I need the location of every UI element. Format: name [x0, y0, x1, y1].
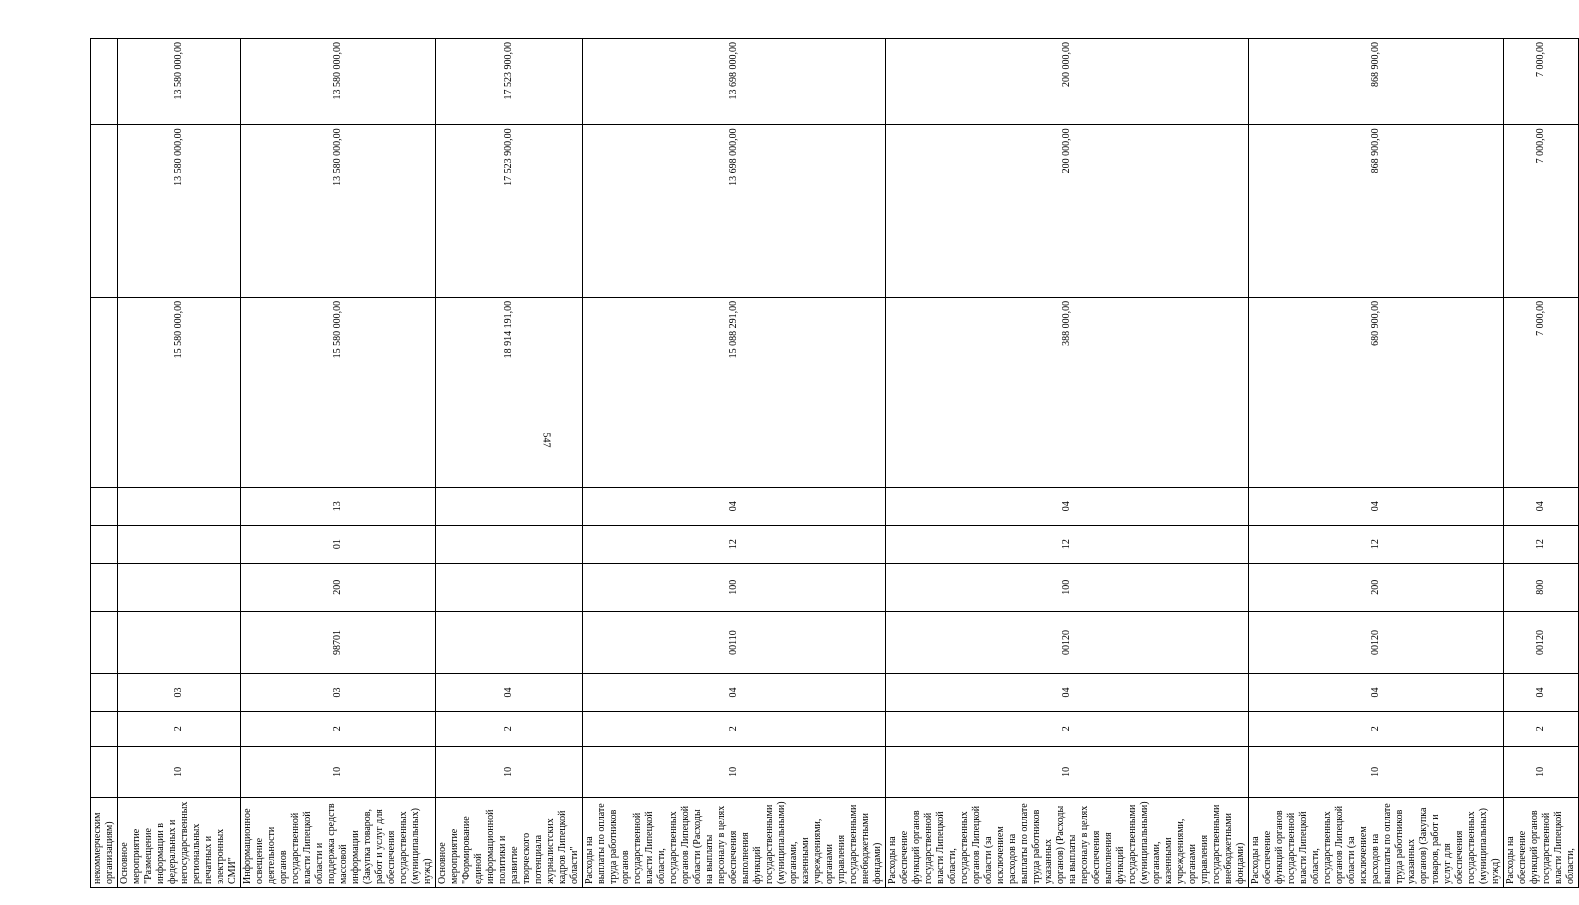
code-6-cell	[436, 525, 583, 563]
code-7-cell: 04	[583, 487, 886, 525]
amount-2-cell	[91, 125, 118, 298]
code-1-cell: 10	[118, 746, 241, 798]
table-row	[118, 39, 241, 888]
code-3-cell: 04	[436, 674, 583, 712]
amount-2-cell: 13 698 000,00	[583, 125, 886, 298]
code-5-cell: 100	[583, 563, 886, 611]
code-1-cell: 10	[436, 746, 583, 798]
code-4-cell: 00120	[886, 611, 1249, 673]
amount-1-cell: 680 900,00	[1249, 297, 1504, 487]
table-row	[583, 39, 886, 888]
code-6-cell	[118, 525, 241, 563]
code-4-cell: 00110	[583, 611, 886, 673]
amount-3-cell: 13 580 000,00	[118, 39, 241, 125]
code-2-cell	[91, 712, 118, 747]
code-5-cell: 200	[241, 563, 436, 611]
code-4-cell	[91, 611, 118, 673]
budget-table	[90, 38, 1579, 888]
code-5-cell: 800	[1504, 563, 1579, 611]
amount-1-cell: 15 580 000,00	[241, 297, 436, 487]
code-1-cell: 10	[886, 746, 1249, 798]
code-6-cell: 12	[1249, 525, 1504, 563]
code-2-cell: 2	[886, 712, 1249, 747]
amount-2-cell: 7 000,00	[1504, 125, 1579, 298]
row-name-cell: Расходы на выплаты по оплате труда работников органов государственной власти Липецкой области, государственных органов Липецкой области (Расходы на выплаты персоналу в целях обеспечения выполнения функций государственными (муниципальными) органами, казенными учреждениями, органами управления государственными внебюджетными фондами)	[583, 798, 886, 888]
table-row	[886, 39, 1249, 888]
code-1-cell: 10	[241, 746, 436, 798]
code-4-cell	[118, 611, 241, 673]
amount-1-cell: 388 000,00	[886, 297, 1249, 487]
code-3-cell: 04	[1249, 674, 1504, 712]
amount-2-cell: 200 000,00	[886, 125, 1249, 298]
amount-1-cell: 15 580 000,00	[118, 297, 241, 487]
code-1-cell: 10	[1504, 746, 1579, 798]
code-2-cell: 2	[241, 712, 436, 747]
code-7-cell	[118, 487, 241, 525]
code-3-cell: 03	[118, 674, 241, 712]
table-row	[1249, 39, 1504, 888]
code-5-cell: 100	[886, 563, 1249, 611]
amount-1-cell: 18 914 191,00	[436, 297, 583, 487]
code-7-cell: 04	[886, 487, 1249, 525]
code-4-cell: 98701	[241, 611, 436, 673]
code-5-cell	[118, 563, 241, 611]
code-6-cell: 12	[1504, 525, 1579, 563]
code-2-cell: 2	[1249, 712, 1504, 747]
code-3-cell: 04	[886, 674, 1249, 712]
row-name-cell: Информационное освещение деятельности органов государственной власти Липецкой области и поддержка средств массовой информации (Закупка товаров, работ и услуг для обеспечения государственных (муниципальных) нужд)	[241, 798, 436, 888]
code-2-cell: 2	[118, 712, 241, 747]
code-3-cell: 04	[583, 674, 886, 712]
amount-3-cell	[91, 39, 118, 125]
code-4-cell: 00120	[1504, 611, 1579, 673]
code-6-cell	[91, 525, 118, 563]
amount-2-cell: 17 523 900,00	[436, 125, 583, 298]
code-5-cell	[91, 563, 118, 611]
code-6-cell: 12	[886, 525, 1249, 563]
amount-3-cell: 200 000,00	[886, 39, 1249, 125]
page-number: 547	[540, 432, 552, 448]
table-row	[241, 39, 436, 888]
code-7-cell: 04	[1249, 487, 1504, 525]
code-4-cell: 00120	[1249, 611, 1504, 673]
table-row	[436, 39, 583, 888]
amount-3-cell: 7 000,00	[1504, 39, 1579, 125]
amount-3-cell: 17 523 900,00	[436, 39, 583, 125]
amount-2-cell: 13 580 000,00	[241, 125, 436, 298]
row-name-cell: Основное мероприятие "Размещение информации в федеральных и негосударственных региональных печатных и электронных СМИ"	[118, 798, 241, 888]
code-7-cell: 04	[1504, 487, 1579, 525]
code-1-cell	[91, 746, 118, 798]
row-name-cell: некоммерческим организациям)	[91, 798, 118, 888]
amount-2-cell: 13 580 000,00	[118, 125, 241, 298]
row-name-cell: Расходы на обеспечение функций органов государственной власти Липецкой области, государственных органов Липецкой области (за исключением расходов на выплаты по оплате труда работников указанных органов) (Закупка товаров, работ и услуг для обеспечения государственных (муниципальных) нужд)	[1249, 798, 1504, 888]
code-2-cell: 2	[1504, 712, 1579, 747]
code-3-cell	[91, 674, 118, 712]
code-5-cell	[436, 563, 583, 611]
amount-3-cell: 13 698 000,00	[583, 39, 886, 125]
table-row	[91, 39, 118, 888]
code-3-cell: 04	[1504, 674, 1579, 712]
code-5-cell: 200	[1249, 563, 1504, 611]
code-6-cell: 01	[241, 525, 436, 563]
amount-2-cell: 868 900,00	[1249, 125, 1504, 298]
row-name-cell: Расходы на обеспечение функций органов государственной власти Липецкой области,	[1504, 798, 1579, 888]
amount-3-cell: 868 900,00	[1249, 39, 1504, 125]
code-3-cell: 03	[241, 674, 436, 712]
code-6-cell: 12	[583, 525, 886, 563]
code-4-cell	[436, 611, 583, 673]
amount-1-cell: 7 000,00	[1504, 297, 1579, 487]
table-body	[91, 39, 1579, 888]
code-7-cell	[436, 487, 583, 525]
code-1-cell: 10	[583, 746, 886, 798]
code-7-cell: 13	[241, 487, 436, 525]
amount-1-cell	[91, 297, 118, 487]
code-2-cell: 2	[583, 712, 886, 747]
amount-1-cell: 15 088 291,00	[583, 297, 886, 487]
amount-3-cell: 13 580 000,00	[241, 39, 436, 125]
rotated-table-container	[90, 38, 1576, 888]
code-7-cell	[91, 487, 118, 525]
table-row	[1504, 39, 1579, 888]
code-1-cell: 10	[1249, 746, 1504, 798]
code-2-cell: 2	[436, 712, 583, 747]
row-name-cell: Расходы на обеспечение функций органов государственной власти Липецкой области, государственных органов Липецкой области (за исключением расходов на выплаты по оплате труда работников указанных органов) (Расходы на выплаты персоналу в целях обеспечения выполнения функций государственными (муниципальными) органами, казенными учреждениями, органами управления государственными внебюджетными фондами)	[886, 798, 1249, 888]
row-name-cell: Основное мероприятие "Формирование единой информационной политики и развитие творческого потенциала журналистских кадров Липецкой области"	[436, 798, 583, 888]
